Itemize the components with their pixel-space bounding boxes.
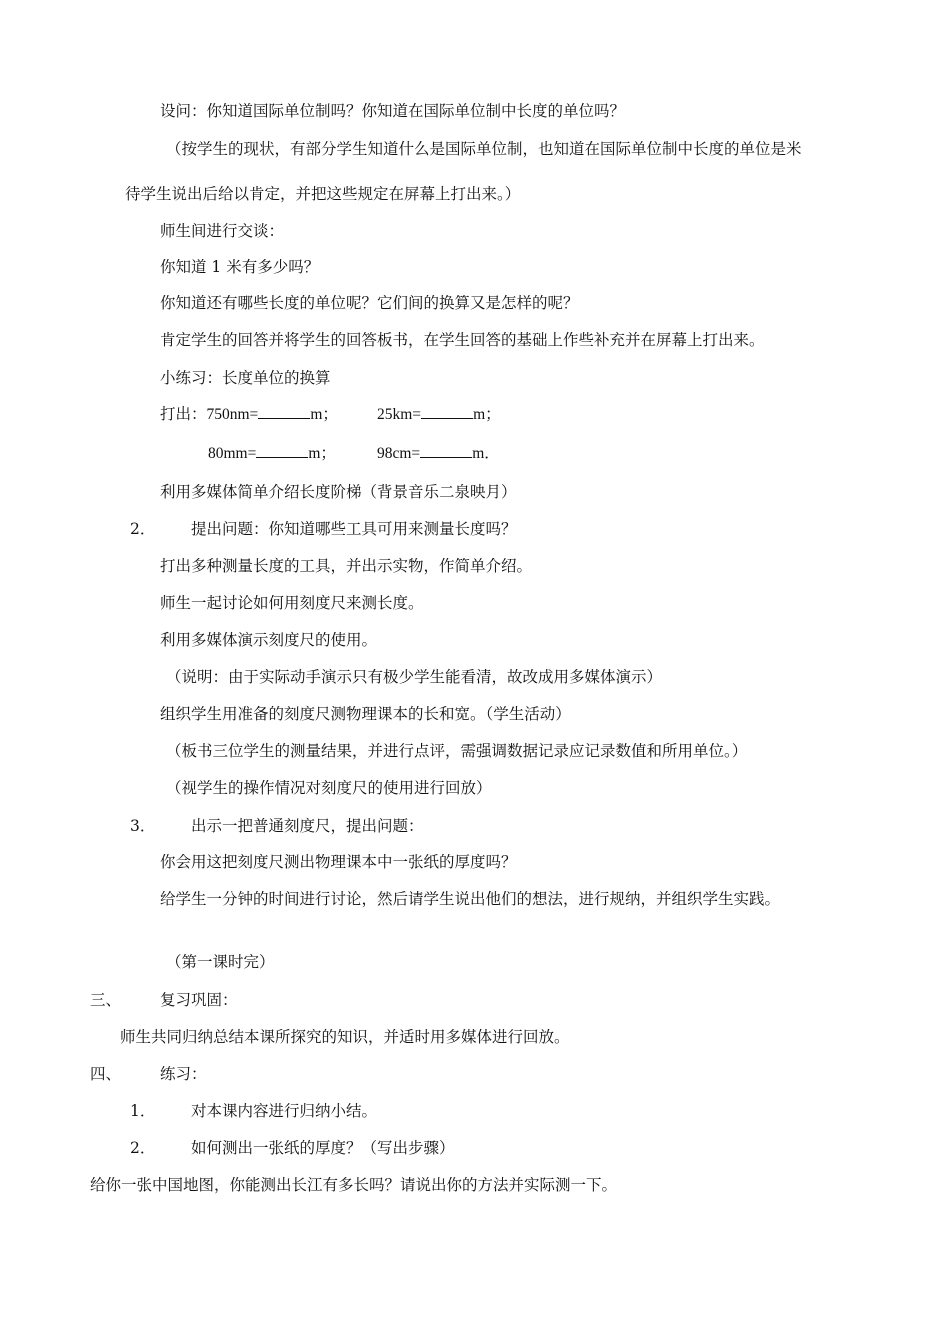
item-number-2b: 2． (130, 1139, 156, 1157)
exercise-2-prefix: 25km= (377, 406, 422, 423)
paragraph-map: 给你一张中国地图，你能测出长江有多长吗？请说出你的方法并实际测一下。 (90, 1176, 618, 1194)
paragraph-exercise-title: 小练习：长度单位的换算 (160, 369, 331, 387)
paragraph-multimedia: 利用多媒体简单介绍长度阶梯（背景音乐二泉映月） (160, 483, 517, 501)
paragraph-lesson-end: （第一课时完） (166, 953, 275, 971)
exercise-4-suffix: m． (472, 445, 500, 462)
answer-blank[interactable] (258, 404, 310, 419)
paragraph-ruler-discuss: 师生一起讨论如何用刻度尺来测长度。 (160, 594, 424, 612)
exercise-2-suffix: m； (473, 406, 501, 423)
paragraph-one-meter: 你知道 1 米有多少吗？ (160, 258, 320, 276)
answer-blank[interactable] (421, 404, 473, 419)
answer-blank[interactable] (420, 443, 472, 458)
item-3-text: 出示一把普通刻度尺，提出问题： (191, 817, 424, 835)
paragraph-board: （板书三位学生的测量结果，并进行点评，需强调数据记录应记录数值和所用单位。） (166, 742, 748, 760)
paragraph-tools: 打出多种测量长度的工具，并出示实物，作简单介绍。 (160, 557, 533, 575)
exercise-3-suffix: m； (308, 445, 336, 462)
paragraph-note-cont: 待学生说出后给以肯定，并把这些规定在屏幕上打出来。） (125, 185, 521, 203)
section-4-title: 练习： (160, 1065, 207, 1083)
paragraph-ruler-demo: 利用多媒体演示刻度尺的使用。 (160, 631, 378, 649)
paragraph-units: 你知道还有哪些长度的单位呢？它们间的换算又是怎样的呢？ (160, 294, 579, 312)
exercise-3-prefix: 80mm= (208, 445, 257, 462)
exercise-1-prefix: 打出：750nm= (160, 406, 259, 423)
exercise-row-1b (377, 404, 501, 426)
paragraph-student-activity: 组织学生用准备的刻度尺测物理课本的长和宽。（学生活动） (160, 705, 571, 723)
paragraph-explain: （说明：由于实际动手演示只有极少学生能看清，故改成用多媒体演示） (166, 668, 663, 686)
paragraph-question-si: 设问：你知道国际单位制吗？你知道在国际单位制中长度的单位吗？ (160, 102, 626, 120)
paragraph-playback: （视学生的操作情况对刻度尺的使用进行回放） (166, 779, 492, 797)
paragraph-discussion: 师生间进行交谈： (160, 222, 285, 240)
paragraph-note: （按学生的现状，有部分学生知道什么是国际单位制，也知道在国际单位制中长度的单位是米 (166, 140, 802, 158)
exercise-4-prefix: 98cm= (377, 445, 421, 462)
item-1-text: 对本课内容进行归纳小结。 (191, 1102, 378, 1120)
item-number-2: 2． (130, 520, 156, 538)
paragraph-one-minute: 给学生一分钟的时间进行讨论，然后请学生说出他们的想法，进行规纳，并组织学生实践。 (160, 890, 781, 908)
paragraph-affirm: 肯定学生的回答并将学生的回答板书，在学生回答的基础上作些补充并在屏幕上打出来。 (160, 331, 765, 349)
item-number-1: 1． (130, 1102, 156, 1120)
item-2-text: 提出问题：你知道哪些工具可用来测量长度吗？ (191, 520, 517, 538)
section-3-title: 复习巩固： (160, 991, 238, 1009)
answer-blank[interactable] (256, 443, 308, 458)
section-number-3: 三、 (90, 991, 122, 1009)
exercise-row-2 (208, 443, 336, 465)
section-number-4: 四、 (90, 1065, 122, 1083)
paragraph-summary: 师生共同归纳总结本课所探究的知识，并适时用多媒体进行回放。 (120, 1028, 570, 1046)
item-2b-text: 如何测出一张纸的厚度？（写出步骤） (191, 1139, 455, 1157)
exercise-1-suffix: m； (310, 406, 338, 423)
exercise-row-2b (377, 443, 500, 465)
item-number-3: 3． (130, 817, 156, 835)
paragraph-paper-thickness: 你会用这把刻度尺测出物理课本中一张纸的厚度吗？ (160, 853, 517, 871)
exercise-row-1 (160, 404, 338, 426)
